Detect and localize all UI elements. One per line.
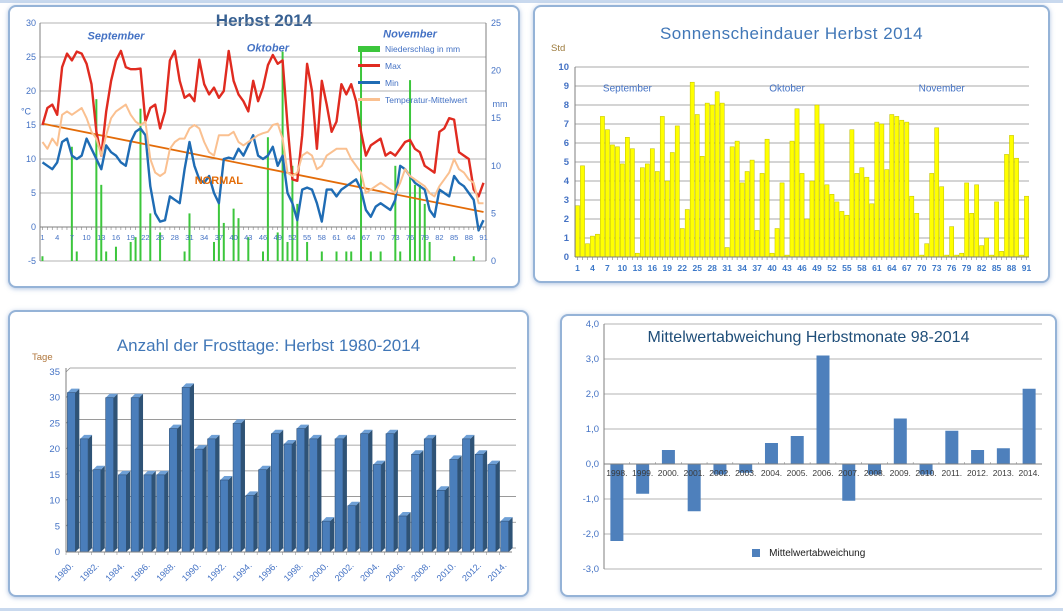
svg-text:88: 88 bbox=[464, 233, 474, 242]
svg-text:Tage: Tage bbox=[32, 352, 53, 363]
svg-text:8: 8 bbox=[563, 100, 569, 111]
legend-item-niederschlag bbox=[358, 40, 516, 57]
svg-text:7: 7 bbox=[563, 119, 569, 130]
svg-text:0,0: 0,0 bbox=[585, 459, 599, 470]
svg-text:73: 73 bbox=[931, 263, 942, 273]
svg-text:4: 4 bbox=[563, 176, 569, 187]
svg-text:2007.: 2007. bbox=[838, 468, 860, 478]
legend-label: Min bbox=[385, 77, 399, 88]
svg-text:25: 25 bbox=[155, 233, 165, 242]
svg-text:1988.: 1988. bbox=[154, 560, 178, 584]
svg-text:46: 46 bbox=[258, 233, 268, 242]
svg-text:22: 22 bbox=[677, 263, 687, 273]
chart-title-frost: Anzahl der Frosttage: Herbst 1980-2014 bbox=[116, 336, 421, 355]
chart-panel-frost bbox=[8, 310, 529, 597]
annotations bbox=[603, 84, 965, 95]
chart-title-sunshine: Sonnenscheindauer Herbst 2014 bbox=[659, 24, 924, 43]
svg-text:25: 25 bbox=[491, 18, 502, 28]
svg-text:0: 0 bbox=[30, 222, 36, 232]
svg-text:4: 4 bbox=[590, 263, 595, 273]
svg-text:37: 37 bbox=[214, 233, 224, 242]
svg-text:0: 0 bbox=[563, 252, 569, 263]
legend-item-mittelwert bbox=[358, 91, 516, 108]
svg-text:13: 13 bbox=[97, 233, 106, 242]
svg-text:88: 88 bbox=[1006, 263, 1017, 273]
svg-text:76: 76 bbox=[405, 233, 415, 242]
svg-text:2004.: 2004. bbox=[358, 560, 382, 584]
svg-text:1,0: 1,0 bbox=[585, 424, 599, 435]
svg-text:November: November bbox=[918, 83, 965, 95]
svg-text:52: 52 bbox=[827, 263, 837, 273]
svg-text:55: 55 bbox=[302, 233, 312, 242]
temperature-legend bbox=[358, 40, 516, 108]
svg-text:2013.: 2013. bbox=[992, 468, 1014, 478]
svg-text:64: 64 bbox=[887, 263, 897, 273]
svg-text:1984.: 1984. bbox=[103, 560, 127, 584]
svg-text:2014.: 2014. bbox=[485, 560, 509, 584]
svg-text:-3,0: -3,0 bbox=[582, 564, 599, 575]
svg-text:2004.: 2004. bbox=[760, 468, 783, 478]
svg-text:7: 7 bbox=[605, 263, 610, 273]
svg-text:10: 10 bbox=[49, 495, 60, 507]
svg-text:28: 28 bbox=[170, 233, 179, 242]
svg-text:20: 20 bbox=[491, 65, 502, 76]
deviation-legend bbox=[562, 543, 1055, 561]
svg-text:46: 46 bbox=[797, 263, 807, 273]
deviation-swatch bbox=[752, 549, 760, 557]
svg-text:85: 85 bbox=[991, 263, 1002, 273]
svg-text:6: 6 bbox=[563, 138, 569, 149]
svg-text:3,0: 3,0 bbox=[585, 354, 599, 365]
svg-text:85: 85 bbox=[449, 233, 459, 242]
legend-item-max bbox=[358, 57, 516, 74]
svg-text:7: 7 bbox=[69, 233, 74, 242]
svg-text:1: 1 bbox=[563, 233, 569, 244]
svg-text:2008.: 2008. bbox=[863, 468, 886, 478]
svg-text:5: 5 bbox=[491, 208, 497, 219]
svg-text:1998.: 1998. bbox=[281, 560, 305, 584]
svg-text:55: 55 bbox=[842, 263, 852, 273]
svg-text:61: 61 bbox=[332, 233, 341, 242]
svg-text:40: 40 bbox=[767, 263, 777, 273]
sunshine-chart bbox=[535, 7, 1048, 281]
svg-text:2008.: 2008. bbox=[409, 560, 433, 584]
svg-text:10: 10 bbox=[25, 154, 36, 164]
svg-text:40: 40 bbox=[229, 233, 238, 242]
svg-text:1982.: 1982. bbox=[77, 560, 101, 584]
svg-text:3: 3 bbox=[563, 195, 569, 206]
svg-text:43: 43 bbox=[244, 233, 253, 242]
svg-text:1990.: 1990. bbox=[179, 560, 203, 584]
svg-text:61: 61 bbox=[872, 263, 882, 273]
svg-text:1996.: 1996. bbox=[256, 560, 280, 584]
legend-item-min bbox=[358, 74, 516, 91]
svg-text:2006.: 2006. bbox=[812, 468, 834, 478]
svg-text:31: 31 bbox=[185, 233, 194, 242]
svg-text:10: 10 bbox=[617, 263, 628, 273]
svg-text:31: 31 bbox=[722, 263, 732, 273]
chart-title-deviation: Mittelwertabweichung Herbstmonate 98-2014 bbox=[647, 329, 970, 346]
mittelwert-swatch bbox=[358, 98, 380, 101]
series-Temperatur-Mittelwert bbox=[43, 105, 484, 204]
svg-text:2003.: 2003. bbox=[735, 468, 757, 478]
svg-text:15: 15 bbox=[25, 120, 36, 130]
svg-text:34: 34 bbox=[737, 263, 747, 273]
svg-text:1986.: 1986. bbox=[128, 560, 152, 584]
svg-text:13: 13 bbox=[632, 263, 643, 273]
svg-text:67: 67 bbox=[902, 263, 912, 273]
svg-text:2010.: 2010. bbox=[434, 560, 458, 584]
svg-text:2012.: 2012. bbox=[966, 468, 989, 478]
svg-text:82: 82 bbox=[435, 233, 444, 242]
svg-text:-2,0: -2,0 bbox=[582, 529, 599, 540]
svg-text:1: 1 bbox=[575, 263, 580, 273]
frost-bars bbox=[67, 383, 512, 552]
svg-text:0: 0 bbox=[54, 547, 60, 558]
chart-panel-temperature bbox=[8, 5, 520, 288]
svg-text:September: September bbox=[87, 30, 145, 43]
svg-text:58: 58 bbox=[857, 263, 867, 273]
svg-text:2000.: 2000. bbox=[307, 560, 331, 584]
svg-text:35: 35 bbox=[49, 367, 60, 378]
svg-text:79: 79 bbox=[420, 233, 429, 242]
svg-text:19: 19 bbox=[126, 233, 135, 242]
svg-text:20: 20 bbox=[49, 444, 60, 456]
svg-text:76: 76 bbox=[946, 263, 957, 273]
svg-text:10: 10 bbox=[82, 233, 91, 242]
svg-text:5: 5 bbox=[563, 157, 569, 168]
svg-text:73: 73 bbox=[391, 233, 400, 242]
svg-text:28: 28 bbox=[707, 263, 717, 273]
sunshine-bars bbox=[575, 82, 1028, 257]
svg-text:Oktober: Oktober bbox=[769, 83, 805, 95]
svg-text:70: 70 bbox=[376, 233, 385, 242]
legend-label: Temperatur-Mittelwert bbox=[385, 94, 468, 105]
svg-text:4,0: 4,0 bbox=[585, 319, 599, 330]
svg-text:November: November bbox=[383, 28, 437, 41]
frost-days-chart bbox=[10, 312, 527, 595]
legend-label: Niederschlag in mm bbox=[385, 43, 461, 54]
svg-text:-1,0: -1,0 bbox=[582, 494, 599, 505]
svg-text:30: 30 bbox=[49, 392, 60, 404]
svg-text:1980.: 1980. bbox=[52, 560, 76, 584]
svg-text:67: 67 bbox=[361, 233, 371, 242]
svg-text:64: 64 bbox=[347, 233, 356, 242]
chart-panel-deviation bbox=[560, 314, 1057, 597]
svg-text:Std: Std bbox=[551, 43, 566, 54]
svg-text:70: 70 bbox=[917, 263, 927, 273]
svg-text:15: 15 bbox=[49, 469, 60, 481]
svg-text:-5: -5 bbox=[27, 256, 36, 266]
svg-text:1994.: 1994. bbox=[230, 560, 254, 584]
svg-text:NORMAL: NORMAL bbox=[194, 175, 244, 188]
chart-title-temperature: Herbst 2014 bbox=[215, 11, 313, 30]
svg-text:43: 43 bbox=[782, 263, 792, 273]
legend-label: Mittelwertabweichung bbox=[769, 548, 866, 559]
svg-text:2009.: 2009. bbox=[889, 468, 911, 478]
svg-text:16: 16 bbox=[111, 233, 121, 242]
svg-text:25: 25 bbox=[692, 263, 702, 273]
svg-text:2014.: 2014. bbox=[1018, 468, 1040, 478]
svg-text:2: 2 bbox=[563, 214, 569, 225]
svg-text:2002.: 2002. bbox=[709, 468, 731, 478]
svg-text:30: 30 bbox=[25, 18, 36, 28]
svg-text:2000.: 2000. bbox=[657, 468, 680, 478]
svg-text:25: 25 bbox=[49, 418, 60, 430]
svg-text:2002.: 2002. bbox=[332, 560, 356, 584]
svg-text:5: 5 bbox=[54, 521, 60, 533]
svg-text:10: 10 bbox=[558, 62, 569, 73]
svg-text:34: 34 bbox=[200, 233, 209, 242]
deviation-bars bbox=[610, 356, 1035, 542]
axis-labels bbox=[583, 319, 1040, 575]
svg-text:82: 82 bbox=[976, 263, 987, 273]
svg-text:49: 49 bbox=[812, 263, 822, 273]
svg-text:1: 1 bbox=[40, 233, 45, 242]
svg-text:37: 37 bbox=[752, 263, 762, 273]
svg-text:1998.: 1998. bbox=[606, 468, 628, 478]
svg-text:58: 58 bbox=[317, 233, 326, 242]
legend-label: Max bbox=[385, 60, 402, 71]
svg-text:16: 16 bbox=[647, 263, 658, 273]
svg-text:79: 79 bbox=[961, 263, 972, 273]
svg-text:15: 15 bbox=[491, 113, 502, 124]
svg-text:22: 22 bbox=[141, 233, 150, 242]
svg-text:2001.: 2001. bbox=[683, 468, 705, 478]
svg-text:4: 4 bbox=[55, 233, 60, 242]
svg-text:2010.: 2010. bbox=[915, 468, 937, 478]
svg-text:52: 52 bbox=[288, 233, 297, 242]
svg-text:20: 20 bbox=[25, 86, 36, 96]
svg-text:mm: mm bbox=[492, 98, 508, 109]
max-swatch bbox=[358, 64, 380, 67]
series-Min bbox=[43, 128, 484, 230]
svg-text:2,0: 2,0 bbox=[585, 389, 599, 400]
svg-text:2006.: 2006. bbox=[383, 560, 407, 584]
svg-text:2011.: 2011. bbox=[941, 468, 963, 478]
svg-text:0: 0 bbox=[491, 256, 497, 266]
svg-text:10: 10 bbox=[491, 160, 502, 171]
svg-text:1999.: 1999. bbox=[632, 468, 654, 478]
svg-text:91: 91 bbox=[1021, 263, 1032, 273]
page-top-edge bbox=[0, 0, 1063, 3]
svg-text:1992.: 1992. bbox=[205, 560, 229, 584]
svg-text:19: 19 bbox=[662, 263, 673, 273]
svg-text:°C: °C bbox=[20, 106, 32, 117]
svg-text:2005.: 2005. bbox=[786, 468, 808, 478]
svg-text:25: 25 bbox=[25, 52, 36, 62]
svg-text:9: 9 bbox=[563, 81, 569, 92]
svg-text:91: 91 bbox=[479, 233, 488, 242]
svg-text:Oktober: Oktober bbox=[246, 42, 289, 55]
svg-text:2012.: 2012. bbox=[460, 560, 484, 584]
chart-panel-sunshine bbox=[533, 5, 1050, 283]
min-swatch bbox=[358, 81, 380, 84]
svg-text:September: September bbox=[602, 83, 652, 95]
svg-text:5: 5 bbox=[30, 188, 36, 198]
svg-text:49: 49 bbox=[273, 233, 282, 242]
niederschlag-swatch bbox=[358, 46, 380, 52]
